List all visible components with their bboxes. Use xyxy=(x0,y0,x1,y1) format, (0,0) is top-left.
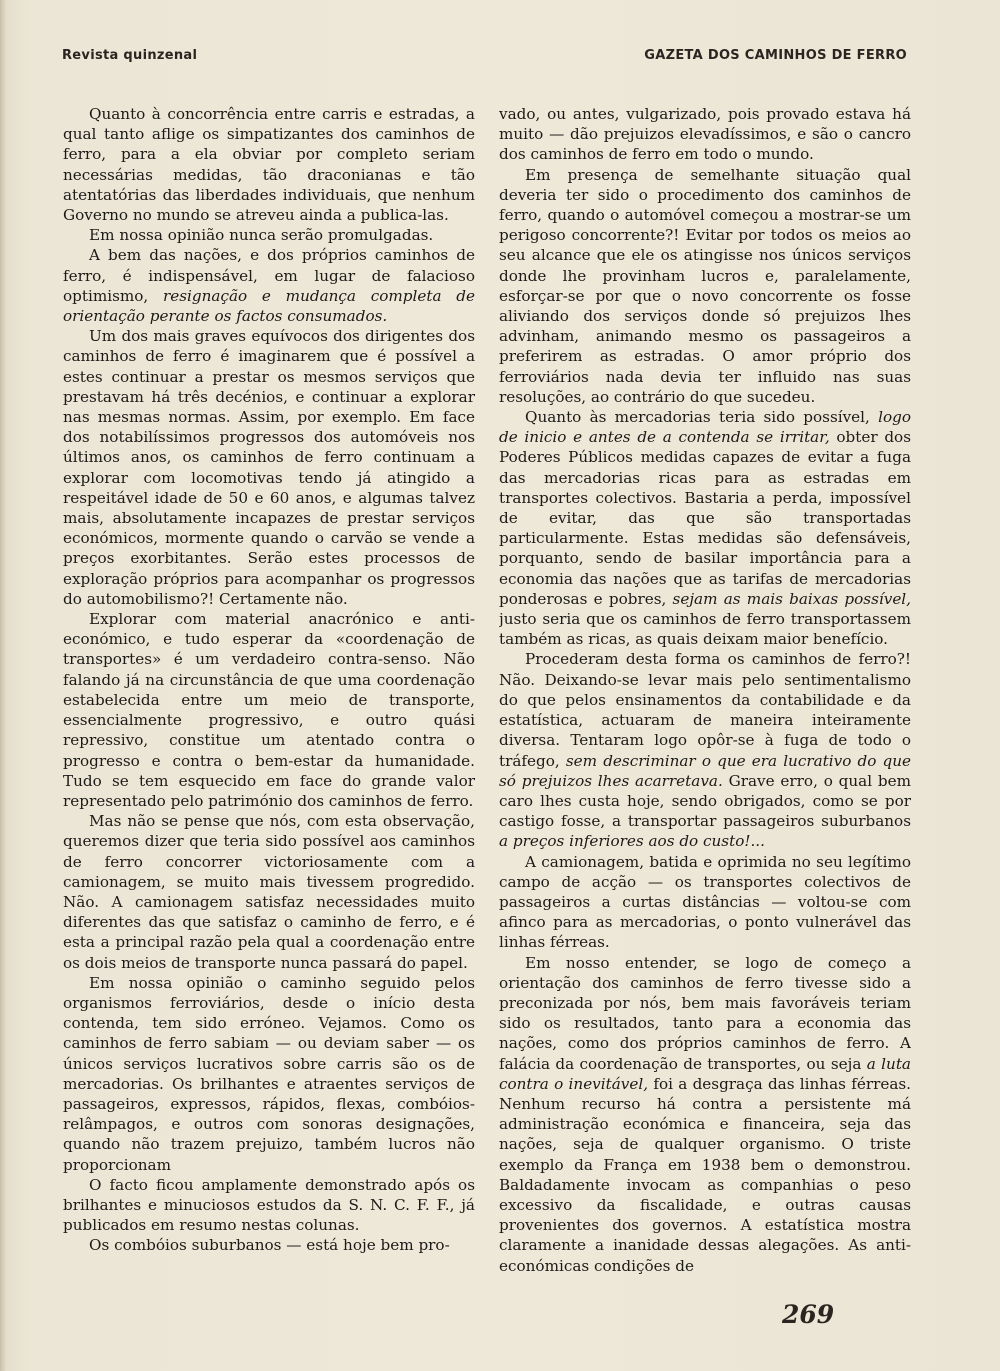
body-text: Quanto à concorrência entre carris e estradas, a qual tanto aflige os simpatizantes dos caminhos de ferro, para a ela obviar por completo seriam necessárias medidas, tão draconianas e tão atentatórias das liberdades individuais, que nenhum Governo no mundo se atreveu ainda a publica-las. xyxy=(63,105,475,225)
body-text: O facto ficou amplamente demonstrado após os brilhantes e minuciosos estudos da S. N. C. F. F., já publicados em resumo nestas colunas. xyxy=(63,1175,475,1235)
paragraph xyxy=(499,649,911,851)
emphasis-text: a preços inferiores aos do custo!... xyxy=(499,832,765,851)
paragraph xyxy=(499,953,911,1276)
paragraph xyxy=(63,225,475,245)
paragraph xyxy=(499,407,911,649)
body-text: A bem das nações, e dos próprios caminhos de ferro, é indispensável, em lugar de falacioso optimismo, xyxy=(63,246,475,305)
page-number: 269 xyxy=(782,1300,835,1329)
paragraph xyxy=(63,1175,475,1236)
paragraph xyxy=(63,326,475,609)
emphasis-text: sem descriminar o que era lucrativo do que só prejuizos lhes acarretava. xyxy=(499,751,911,790)
body-text: Procederam desta forma os caminhos de ferro?! Não. Deixando-se levar mais pelo sentimentalismo do que pelos ensinamentos da contabilidade e da estatística, actuaram de maneira inteiramente diversa. Tentaram logo opôr-se à fuga de todo o tráfego, xyxy=(499,650,911,770)
emphasis-text: a luta contra o inevitável, xyxy=(499,1054,911,1093)
body-text: Em nossa opinião nunca serão promulgadas. xyxy=(89,226,434,245)
body-text: foi a desgraça das linhas férreas. Nenhum recurso há contra a persistente má administração económica e financeira, seja das nações, seja de qualquer organismo. O triste exemplo da França em 1938 bem o demonstrou. Baldadamente invocam as companhias o peso excessivo da fiscalidade, e outras causas provenientes dos governos. A estatística mostra claramente a inanidade dessas alegações. As anti-económicas condições de xyxy=(499,1074,911,1275)
body-text: Explorar com material anacrónico e anti-económico, e tudo esperar da «coordenação de transportes» é um verdadeiro contra-senso. Não falando já na circunstância de que uma coordenação estabelecida entre um meio de transporte, essencialmente progressivo, e outro quási repressivo, constitue um atentado contra o progresso e contra o bem-estar da humanidade. Tudo se tem esquecido em face do grande valor representado pelo património dos caminhos de ferro. xyxy=(63,610,475,810)
body-text: A camionagem, batida e oprimida no seu legítimo campo de acção — os transportes colectivos de passageiros a curtas distâncias — voltou-se com afinco para as mercadorias, o ponto vulnerável das linhas férreas. xyxy=(499,852,911,952)
body-text: Quanto às mercadorias teria sido possível, xyxy=(525,408,879,427)
body-text: obter dos Poderes Públicos medidas capazes de evitar a fuga das mercadorias ricas para as estradas em transportes colectivos. Bastaria a perda, impossível de evitar, das que são transportadas particularmente. Estas medidas são defensáveis, porquanto, sendo de basilar importância para a economia das nações que as tarifas de mercadorias ponderosas e pobres, xyxy=(499,428,911,608)
body-text: vado, ou antes, vulgarizado, pois provado estava há muito — dão prejuizos elevadíssimos, e são o cancro dos caminhos de ferro em todo o mundo. xyxy=(499,105,911,164)
paragraph xyxy=(63,609,475,811)
paragraph xyxy=(63,104,475,225)
left-text-column xyxy=(63,104,475,1294)
paragraph xyxy=(63,973,475,1175)
body-text: Os combóios suburbanos — está hoje bem pro- xyxy=(89,1236,450,1255)
body-text: Em nosso entender, se logo de começo a orientação dos caminhos de ferro tivesse sido a preconizada por nós, bem mais favoráveis teriam sido os resultados, tanto para a economia das nações, como dos próprios caminhos de ferro. A falácia da coordenação de transportes, ou seja xyxy=(499,953,911,1073)
body-text: Um dos mais graves equívocos dos dirigentes dos caminhos de ferro é imaginarem que é possível a estes continuar a prestar os mesmos serviços que prestavam há três decénios, e continuar a explorar nas mesmas normas. Assim, por exemplo. Em face dos notabilíssimos progressos dos automóveis nos últimos anos, os caminhos de ferro continuam a explorar com locomotivas tendo já atingido a respeitável idade de 50 e 60 anos, e algumas talvez mais, absolutamente incapazes de prestar serviços económicos, mormente quando o carvão se vende a preços exorbitantes. Serão estes processos de exploração próprios para acompanhar os progressos do automobilismo?! Certamente não. xyxy=(63,327,475,608)
paragraph xyxy=(499,852,911,953)
paragraph xyxy=(63,811,475,973)
emphasis-text: resignação e mudança completa de orientação perante os factos consumados. xyxy=(63,286,475,326)
body-text: Grave erro, o qual bem caro lhes custa hoje, sendo obrigados, como se por castigo fosse, a transportar passageiros suburbanos xyxy=(499,771,911,831)
emphasis-text: sejam as mais baixas possível, xyxy=(672,589,911,608)
body-text: Em nossa opinião o caminho seguido pelos organismos ferroviários, desde o início desta contenda, tem sido erróneo. Vejamos. Como os caminhos de ferro sabiam — ou deviam saber — os únicos serviços lucrativos sobre carris são os de mercadorias. Os brilhantes e atraentes serviços de passageiros, expressos, rápidos, flexas, combóios-relâmpagos, e outros com sonoras designações, quando não trazem prejuizo, também lucros não proporcionam xyxy=(63,973,475,1174)
right-text-column xyxy=(499,104,911,1294)
page-spine-shadow xyxy=(0,0,6,1371)
body-text: justo seria que os caminhos de ferro transportassem também as ricas, as quais deixam maior benefício. xyxy=(499,610,911,649)
body-text: Em presença de semelhante situação qual deveria ter sido o procedimento dos caminhos de ferro, quando o automóvel começou a mostrar-se um perigoso concorrente?! Evitar por todos os meios ao seu alcance que ele os atingisse nos únicos serviços donde lhe provinham lucros e, paralelamente, esforçar-se por que o novo concorrente os fosse aliviando dos serviços donde só prejuizos lhes advinham, animando mesmo os passageiros a preferirem as estradas. O amor próprio dos ferroviários nada devia ter influido nas suas resoluções, ao contrário do que sucedeu. xyxy=(499,165,911,406)
emphasis-text: logo de inicio e antes de a contenda se irritar, xyxy=(499,408,911,447)
paragraph xyxy=(63,245,475,326)
body-text: Mas não se pense que nós, com esta observação, queremos dizer que teria sido possível aos caminhos de ferro concorrer victoriosamente com a camionagem, se muito mais tivessem progredido. Não. A camionagem satisfaz necessidades muito diferentes das que satisfaz o caminho de ferro, e é esta a principal razão pela qual a coordenação entre os dois meios de transporte nunca passará do papel. xyxy=(63,812,475,972)
paragraph xyxy=(63,1235,475,1255)
running-head-left: Revista quinzenal xyxy=(62,48,198,63)
running-head-right: GAZETA DOS CAMINHOS DE FERRO xyxy=(644,48,907,63)
paragraph xyxy=(499,165,911,407)
paragraph xyxy=(499,104,911,165)
